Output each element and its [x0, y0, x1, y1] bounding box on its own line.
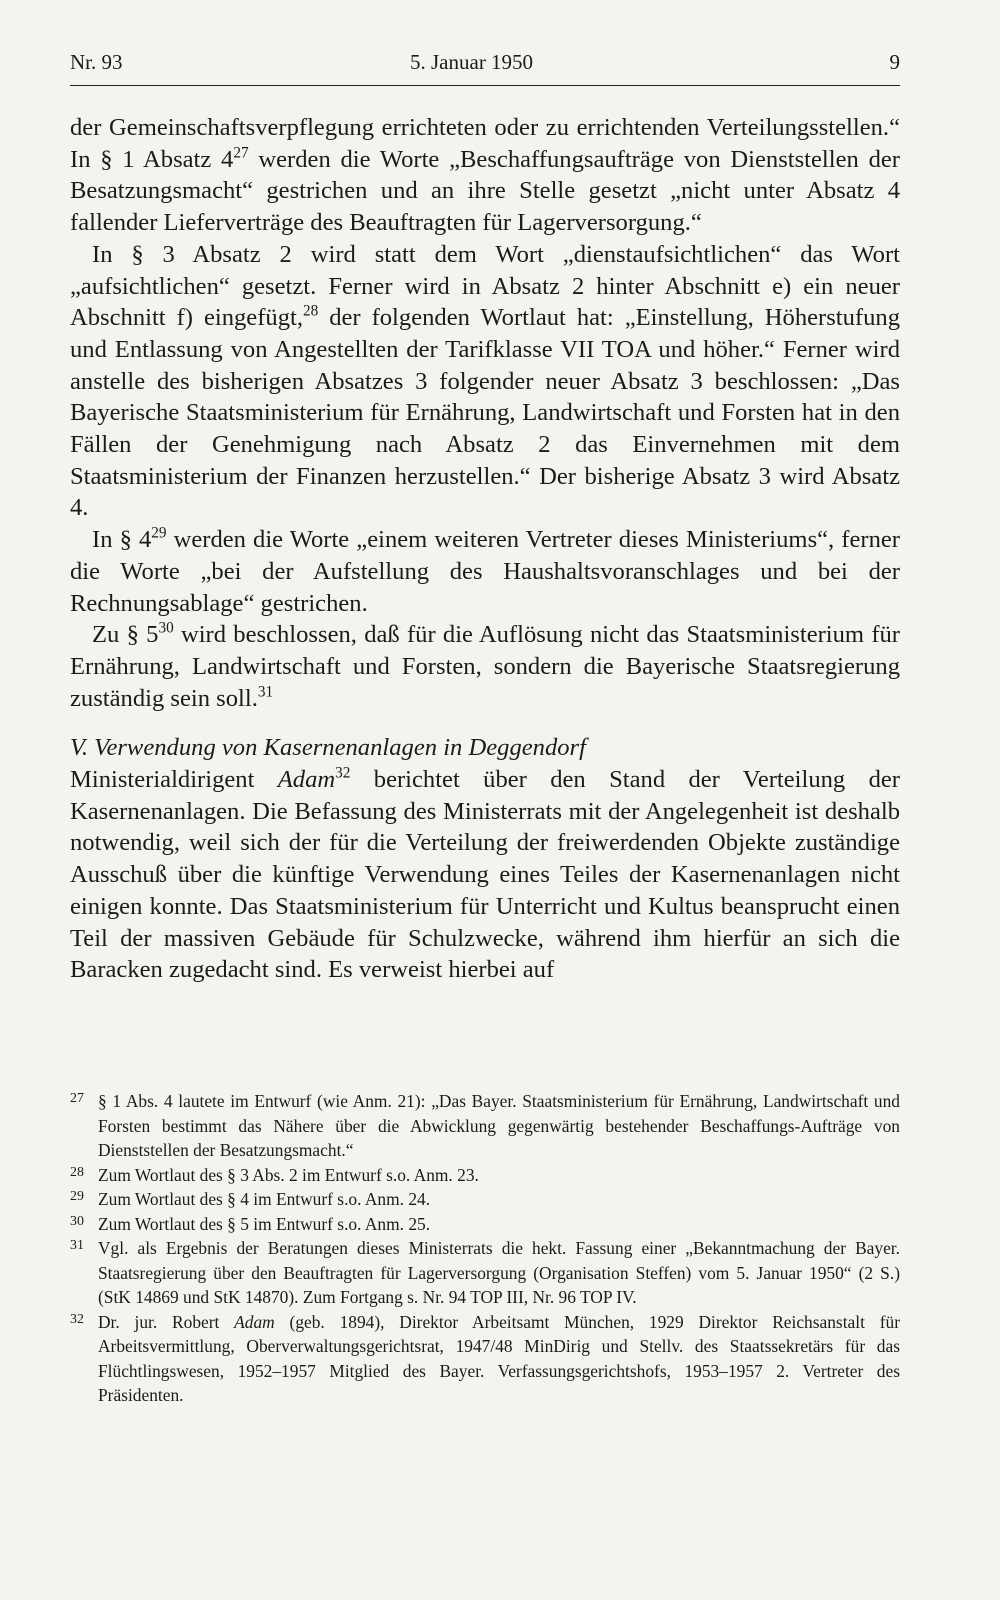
footnote-number: 27: [70, 1091, 84, 1106]
footnote: [70, 1236, 900, 1310]
body-text: [70, 112, 900, 986]
footnote-text: [98, 1310, 900, 1408]
paragraph-3: [70, 524, 900, 619]
page-number: 9: [889, 50, 900, 74]
footnote: [70, 1187, 900, 1212]
section-paragraph: [70, 764, 900, 986]
footnotes: [70, 1089, 900, 1408]
footnote-ref: 28: [302, 302, 319, 320]
footnote-number: 29: [70, 1189, 84, 1204]
footnote-text: Vgl. als Ergebnis der Beratungen dieses Ministerrats die hekt. Fassung einer „Bekanntmachung der Bayer. Staatsregierung über den Beauftragten für Lagerversorgung (Organisation Steffen) vom 5. Januar 1950“ (2 S.) (StK 14869 und StK 14870). Zum Fortgang s. Nr. 94 TOP III, Nr. 96 TOP IV.: [98, 1238, 900, 1307]
text-run: wird beschlossen, daß für die Auflösung nicht das Staatsministerium für Ernährung, Landwirtschaft und Forsten, sondern die Bayerische Staatsregierung zuständig sein soll.: [70, 621, 901, 712]
footnote-number: 32: [70, 1311, 84, 1327]
text-run: Dr. jur. Robert: [98, 1311, 235, 1332]
text-run: (geb. 1894), Direktor Arbeitsamt München, 1929 Direktor Reichsanstalt für Arbeitsvermittlung, Oberverwaltungsgerichtsrat, 1947/48 MinDirig und Stellv. des Staatssekretärs für das Flüchtlingswesen, 1952–1957 Mitglied des Bayer. Verfassungsgerichtshofs, 1953–1957 2. Vertreter des Präsidenten.: [98, 1311, 900, 1405]
footnote-ref: 29: [151, 524, 167, 542]
text-run: Ministerialdirigent: [70, 766, 278, 794]
footnote-text: Zum Wortlaut des § 4 im Entwurf s.o. Anm. 24.: [98, 1189, 431, 1209]
footnote: [70, 1212, 900, 1237]
footnote-number: 28: [70, 1164, 84, 1180]
text-run: der Gemeinschaftsverpflegung errichteten oder zu errichtenden Verteilungsstellen.“ In § 1 Absatz 4: [70, 114, 900, 173]
footnote: [70, 1310, 900, 1408]
footnote-ref: 31: [257, 683, 274, 701]
footnote-number: 31: [70, 1238, 84, 1253]
paragraph-1: [70, 112, 900, 239]
footnote: [70, 1089, 900, 1163]
text-run: der folgenden Wortlaut hat: „Einstellung, Höherstufung und Entlassung von Angestellten der Tarifklasse VII TOA und höher.“ Ferner wird anstelle des bisherigen Absatzes 3 folgender neuer Absatz 3 beschlossen: „Das Bayerische Staatsministerium für Ernährung, Landwirtschaft und Forsten hat in den Fällen der Genehmigung nach Absatz 2 das Einvernehmen mit dem Staatsministerium der Finanzen herzustellen.“ Der bisherige Absatz 3 wird Absatz 4.: [70, 304, 900, 522]
text-run: In § 3 Absatz 2 wird statt dem Wort „dienstaufsichtlichen“ das Wort „aufsichtlichen“ gesetzt. Ferner wird in Absatz 2 hinter Abschnitt e) ein neuer Abschnitt f) eingefügt,: [70, 240, 900, 332]
footnote-ref: 32: [335, 764, 351, 782]
text-run: werden die Worte „einem weiteren Vertreter dieses Ministeriums“, ferner die Worte „bei der Aufstellung des Haushaltsvoranschlages und bei der Rechnungsablage“ gestrichen.: [70, 526, 900, 617]
footnote-ref: 27: [233, 144, 249, 162]
footnote-number: 30: [70, 1213, 84, 1229]
text-run: Zu § 5: [92, 621, 159, 649]
text-run: berichtet über den Stand der Verteilung der Kasernenanlagen. Die Befassung des Ministerrats mit der Angelegenheit ist deshalb notwendig, weil sich der für die Verteilung der freiwerdenden Objekte zuständige Ausschuß über die künftige Verwendung eines Teiles der Kasernenanlagen nicht einigen konnte. Das Staatsministerium für Unterricht und Kultus beansprucht einen Teil der massiven Gebäude für Schulzwecke, während ihm hierfür an sich die Baracken zugedacht sind. Es verweist hierbei auf: [70, 766, 900, 984]
footnote-ref: 30: [158, 619, 174, 637]
footnote: [70, 1163, 900, 1188]
paragraph-2: [70, 239, 900, 524]
paragraph-4: [70, 619, 900, 714]
person-name: Adam: [277, 766, 336, 794]
footnote-text: Zum Wortlaut des § 3 Abs. 2 im Entwurf s.o. Anm. 23.: [98, 1164, 479, 1185]
footnote-text: § 1 Abs. 4 lautete im Entwurf (wie Anm. 21): „Das Bayer. Staatsministerium für Ernährung, Landwirtschaft und Forsten bestimmt das Nähere über die Abwicklung gegenwärtig bestehender Beschaffungs-Aufträge von Dienststellen der Besatzungsmacht.“: [98, 1091, 900, 1160]
footnote-text: Zum Wortlaut des § 5 im Entwurf s.o. Anm. 25.: [98, 1213, 431, 1234]
page-header: [70, 50, 900, 86]
text-run: In § 4: [92, 526, 152, 554]
text-run: werden die Worte „Beschaffungsaufträge von Dienststellen der Besatzungsmacht“ gestrichen und an ihre Stelle gesetzt „nicht unter Absatz 4 fallender Lieferverträge des Beauftragten für Lagerversorgung.“: [70, 145, 900, 237]
section-heading: V. Verwendung von Kasernenanlagen in Deggendorf: [70, 734, 586, 762]
document-date: 5. Januar 1950: [410, 50, 534, 74]
document-page: [70, 50, 900, 986]
person-name: Adam: [234, 1311, 275, 1332]
document-number: Nr. 93: [70, 50, 123, 74]
